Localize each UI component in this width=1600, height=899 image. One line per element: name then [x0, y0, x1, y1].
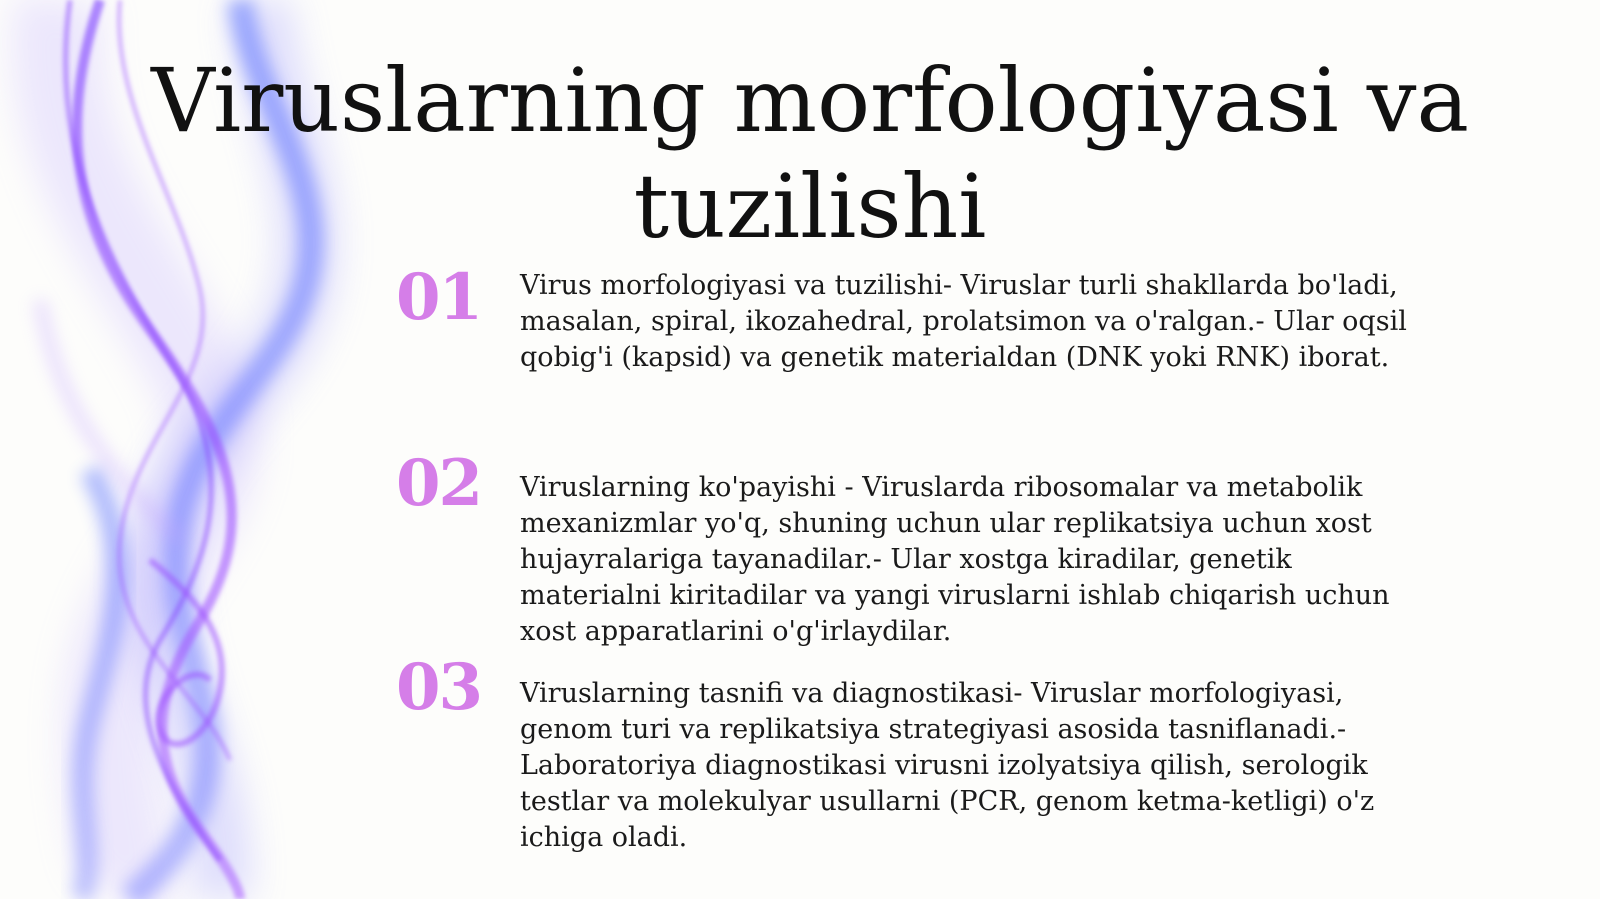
item-text: Viruslarning tasnifi va diagnostikasi- Viruslar morfologiyasi, genom turi va replikatsiya strategiyasi asosida tasniflanadi.- Laboratoriya diagnostikasi virusni izolyatsiya qilish, serologik testlar va molekulyar usullarni (PCR, genom ketma-ketligi) o'z ichiga oladi.: [520, 678, 1375, 853]
item-number: 01: [396, 260, 482, 335]
item-text: Viruslarning ko'payishi - Viruslarda ribosomalar va metabolik mexanizmlar yo'q, shuning uchun ular replikatsiya uchun xost hujayralariga tayanadilar.- Ular xostga kiradilar, genetik materialni kiritadilar va yangi viruslarni ishlab chiqarish uchun xost apparatlarini o'g'irlaydilar.: [520, 472, 1390, 647]
slide-title: Viruslarning morfologiyasi va tuzilishi: [151, 49, 1469, 258]
item-text: Virus morfologiyasi va tuzilishi- Viruslar turli shakllarda bo'ladi, masalan, spiral, ikozahedral, prolatsimon va o'ralgan.- Ular oqsil qobig'i (kapsid) va genetik materialdan (DNK yoki RNK) iborat.: [520, 270, 1407, 373]
item-number: 02: [396, 446, 482, 521]
item-number: 03: [396, 650, 482, 725]
